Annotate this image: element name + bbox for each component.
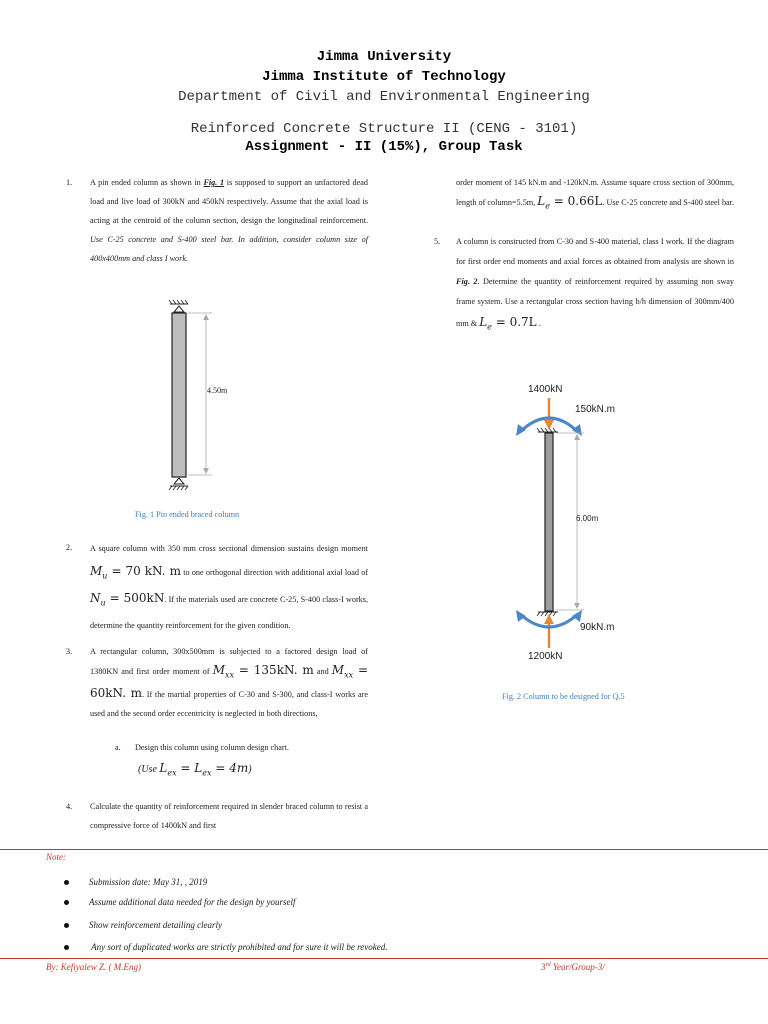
bullet-dot — [64, 923, 69, 928]
q4-le-value: = 0.66L — [549, 194, 603, 208]
course-title: Reinforced Concrete Structure II (CENG - 3101) — [190, 121, 578, 137]
q3-mxx1-symbol: M — [212, 663, 225, 677]
q3-text-a: A rectangular column, 300x500mm is subjected to a factored design load of 1380KN and first order moment of — [90, 647, 368, 676]
fig1-top-pin — [169, 300, 188, 312]
q2-nu-sub: u — [100, 598, 106, 608]
q5-text — [456, 232, 734, 337]
note-item-text: Show reinforcement detailing clearly — [89, 920, 223, 930]
note-item — [64, 942, 387, 952]
note-item — [64, 920, 222, 930]
q1-number: 1. — [66, 178, 73, 187]
fig1-height-label: 4.50m — [207, 386, 228, 395]
note-item — [64, 897, 295, 907]
q5-text-b: . Determine the quantity of reinforcement required by assuming non sway frame system. Use a rectangular cross section having b/h dimension of 300mm/400 mm & — [456, 277, 734, 328]
department-title: Department of Civil and Environmental Engineering — [178, 89, 590, 105]
q4-le-symbol: L — [537, 194, 546, 208]
q5-le-value: = 0.7L — [491, 315, 537, 329]
q3-eq-end: = 4m — [211, 761, 249, 775]
q2-number: 2. — [66, 543, 73, 552]
fig1-bottom-pin — [169, 478, 188, 490]
note-bottom-rule — [0, 958, 768, 959]
q3-and: and — [313, 667, 332, 676]
q4-text-a: Calculate the quantity of reinforcement required in slender braced column to resist a compressive force of 1400kN and first — [90, 802, 368, 830]
q5-text-a: A column is constructed from C-30 and S-400 material, class I work. If the diagram for first order end moments and axial forces as obtained from analysis are shown in — [456, 237, 734, 266]
q1-text-b: is supposed to support an unfactored dead load and live load of 300kN and 450kN respectively. Assume that the axial load is acting at the centroid of the column section, design the longitudinal reinforcement. — [90, 178, 368, 225]
q4-text-continued — [456, 173, 734, 215]
note-top-rule — [0, 849, 768, 850]
q3-use-equation — [138, 761, 252, 777]
q3-mxx1-value: = 135kN. m — [234, 663, 314, 677]
note-item-text: Assume additional data needed for the design by yourself — [89, 897, 296, 907]
q4-text-b: order moment of 145 kN.m and -120kN.m. Assume square cross section of 300mm, length of column=5.5m, — [456, 178, 734, 207]
university-title: Jimma University — [316, 49, 452, 65]
bullet-dot — [64, 945, 69, 950]
q3-number: 3. — [66, 647, 73, 656]
q3-lex2-symbol: L — [194, 761, 203, 775]
bullet-dot — [64, 880, 69, 885]
assignment-title: Assignment - II (15%), Group Task — [245, 139, 523, 155]
q5-le-sub: e — [487, 322, 492, 332]
q2-mu-sub: u — [102, 571, 108, 581]
note-item — [64, 877, 207, 887]
fig1-caption: Fig. 1 Pin ended braced column — [135, 510, 240, 519]
q2-text-a: A square column with 350 mm cross sectional dimension sustains design moment — [90, 544, 368, 553]
q5-fig-ref: Fig. 2 — [456, 277, 478, 286]
fig2-top-load-label: 1400kN — [528, 384, 563, 395]
institute-title: Jimma Institute of Technology — [262, 69, 506, 85]
note-label: Note: — [46, 852, 66, 862]
q3-text-b: . If the martial properties of C-30 and S-300, and class-I works are used and the second order eccentricity is neglected in both directions, — [90, 690, 369, 719]
q3-use-open: (Use — [138, 764, 160, 775]
footer-author: By: Kefiyalew Z. ( M.Eng) — [46, 962, 141, 972]
q3-mxx1-sub: xx — [224, 670, 235, 680]
note-item-text: Any sort of duplicated works are strictly prohibited and for sure it will be revoked. — [89, 942, 388, 952]
bullet-dot — [64, 900, 69, 905]
fig2-bottom-load-label: 1200kN — [528, 651, 563, 662]
q3-text — [90, 642, 368, 723]
fig1-column — [172, 313, 186, 477]
q3-use-close: ) — [248, 764, 252, 775]
fig2-top-moment-label: 150kN.m — [575, 404, 616, 415]
q3-sub-a-label: a. — [115, 743, 121, 752]
q2-text-b: to one orthogonal direction with additional axial load of — [181, 568, 369, 577]
q1-text-a: A pin ended column as shown in — [90, 178, 204, 187]
footer-year-sup: rd — [545, 962, 551, 968]
q3-lex1-sub: ex — [167, 768, 177, 778]
q2-text — [90, 538, 368, 637]
fig2-caption: Fig. 2 Column to be designed for Q.5 — [502, 692, 625, 701]
q2-nu-value: = 500kN — [105, 591, 165, 606]
q2-mu-symbol: M — [90, 564, 103, 578]
q2-text-c: . If the materials used are concrete C-25, S-400 class-I works, determine the quantity reinforcement for the given condition. — [90, 595, 368, 630]
q3-mxx2-sub: xx — [344, 670, 354, 680]
q3-lex2-sub: ex — [202, 768, 212, 778]
q5-le-symbol: L — [479, 315, 488, 329]
q5-text-c: . — [536, 319, 541, 328]
fig2-top-load-arrow — [544, 398, 554, 430]
note-item-text: Submission date: May 31, , 2019 — [89, 877, 208, 887]
footer-year-rest: Year/Group-3/ — [550, 962, 605, 972]
fig2-top-support — [537, 428, 558, 432]
footer-year-group — [541, 962, 605, 972]
q5-number: 5. — [434, 237, 441, 246]
fig2-height-label: 6.00m — [576, 514, 599, 523]
fig2-column — [545, 433, 553, 611]
q4-text-c: . Use C-25 concrete and S-400 steel bar. — [602, 198, 734, 207]
q4-number: 4. — [66, 802, 73, 811]
q2-nu-symbol: N — [90, 591, 101, 606]
q3-lex1-symbol: L — [159, 761, 168, 775]
q2-mu-value: = 70 kN. m — [107, 564, 181, 578]
q1-fig-ref: Fig. 1 — [203, 178, 225, 187]
footer-year-num: 3 — [541, 962, 546, 972]
fig2-bottom-load-arrow — [544, 614, 554, 648]
fig2-bottom-moment-label: 90kN.m — [580, 622, 615, 633]
q4-le-sub: e — [545, 201, 550, 211]
q3-mxx2-value: = 60kN. m — [90, 663, 369, 701]
q3-eq-mid: = — [176, 761, 195, 775]
q3-mxx2-symbol: M — [331, 663, 345, 677]
fig2-bottom-support — [537, 612, 558, 616]
q3-sub-a-text: Design this column using column design chart. — [135, 743, 289, 752]
q1-text-c: Use C-25 concrete and S-400 steel bar. In addition, consider column size of 400x400mm and class I work. — [90, 235, 368, 263]
